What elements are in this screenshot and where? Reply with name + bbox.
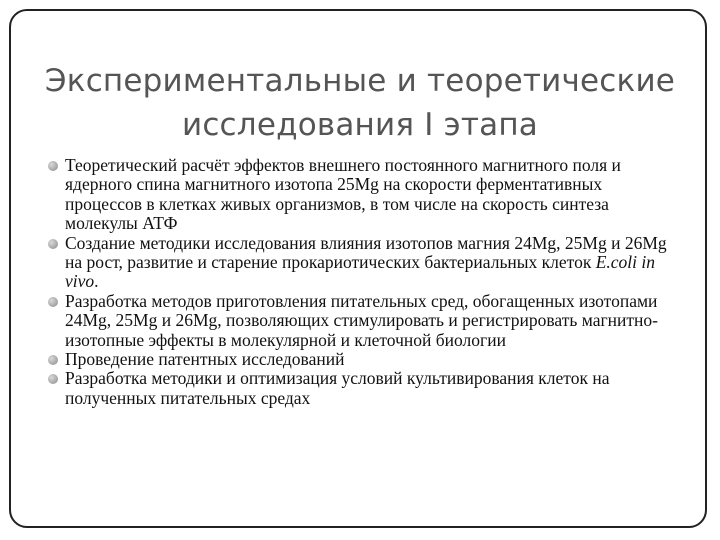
bullet-list — [48, 156, 678, 408]
bullet-dot-icon — [48, 239, 58, 249]
bullet-text-2: Создание методики исследования влияния изотопов магния 24Mg, 25Mg и 26Mg на рост, развитие и старение прокариотических бактериальных клеток — [65, 232, 667, 273]
bullet-text-2-italic: E.coli in vivo — [65, 252, 656, 292]
bullet-text-1: Теоретический расчёт эффектов внешнего постоянного магнитного поля и ядерного спина магнитного изотопа 25Mg на скорости ферментативных процессов в клетках живых организмов, в том числе на скорость синтеза молекулы АТФ — [65, 155, 621, 234]
bullet-text-3: Разработка методов приготовления питательных сред, обогащенных изотопами 24Mg, 25Mg и 26Mg, позволяющих стимулировать и регистрировать магнитно-изотопные эффекты в молекулярной и клеточной биологии — [65, 290, 658, 350]
bullet-dot-icon — [48, 355, 58, 365]
bullet-text-5: Разработка методики и оптимизация условий культивирования клеток на полученных питательных средах — [65, 368, 610, 408]
slide-title-line-2: исследования I этапа — [181, 106, 539, 143]
bullet-dot-icon — [48, 297, 58, 307]
bullet-text-4: Проведение патентных исследований — [65, 349, 345, 370]
bullet-item-2 — [48, 234, 678, 292]
slide-title — [20, 59, 700, 147]
bullet-item-4 — [48, 350, 678, 369]
slide-title-line-1: Экспериментальные и теоретические — [44, 62, 676, 99]
bullet-item-3 — [48, 292, 678, 350]
bullet-item-5 — [48, 369, 678, 408]
bullet-dot-icon — [48, 374, 58, 384]
bullet-text-2-end: . — [94, 271, 99, 292]
bullet-item-1 — [48, 156, 678, 234]
bullet-dot-icon — [48, 161, 58, 171]
